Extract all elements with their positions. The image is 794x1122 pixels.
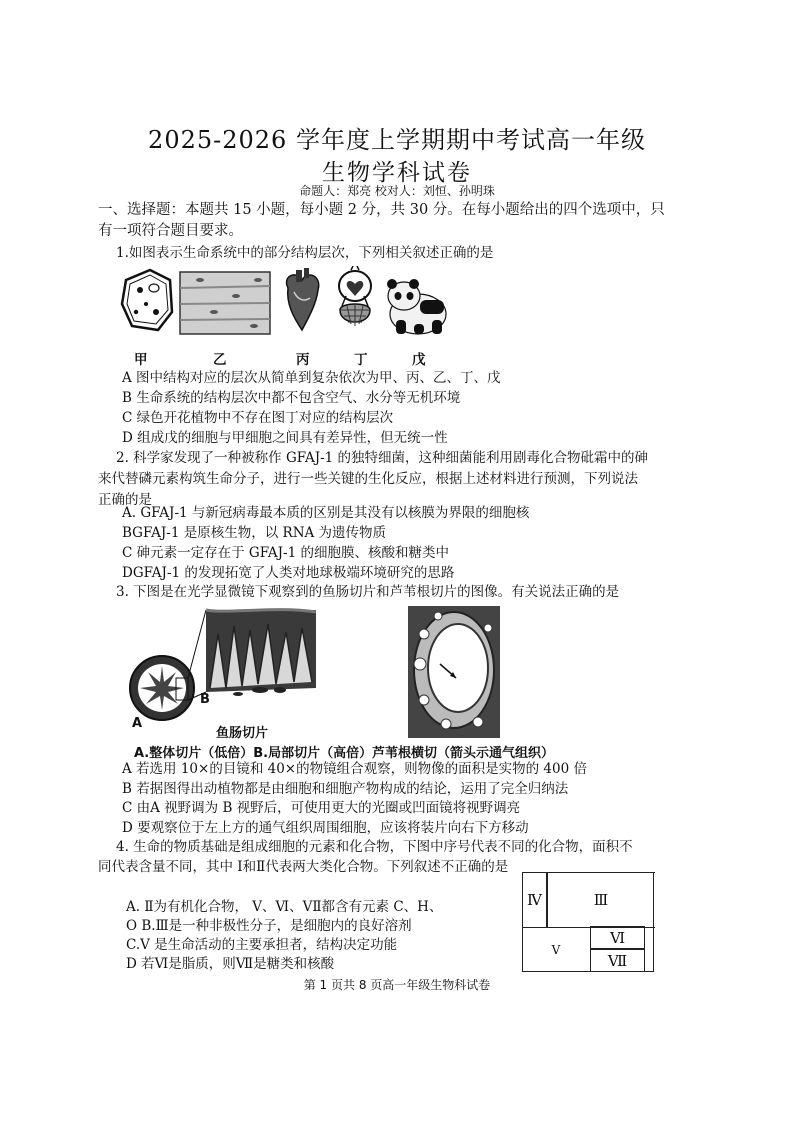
compound-iv-cell: Ⅳ — [522, 872, 548, 928]
q3-stem: 3. 下图是在光学显微镜下观察到的鱼肠切片和芦苇根切片的图像。有关说法正确的是 — [116, 584, 620, 600]
q1-option-b: B 生命系统的结构层次中都不包含空气、水分等无机环境 — [122, 390, 461, 406]
exam-authors: 命题人：郑亮 校对人：刘恒、孙明珠 — [299, 184, 495, 198]
page-footer: 第 1 页共 8 页高一年级生物科试卷 — [303, 978, 491, 992]
q1-figure — [118, 266, 454, 338]
q1-stem: 1.如图表示生命系统中的部分结构层次，下列相关叙述正确的是 — [116, 245, 494, 261]
q3-caption-right: 芦苇根横切（箭头示通气组织） — [372, 746, 555, 761]
exam-title: 2025-2026 学年度上学期期中考试高一年级 — [148, 126, 646, 154]
fish-intestine-low-power-image — [130, 610, 206, 720]
q2-stem-line2: 来代替磷元素构筑生命分子，进行一些关键的生化反应，根据上述材料进行预测，下列说法 — [98, 471, 638, 487]
compound-iii-cell: Ⅲ — [546, 872, 655, 928]
q1-option-d: D 组成戊的细胞与甲细胞之间具有差异性，但无统一性 — [122, 430, 448, 446]
q2-option-b: BGFAJ-1 是原核生物，以 RNA 为遗传物质 — [122, 525, 387, 541]
q1-label-jia: 甲 — [134, 352, 148, 368]
q3-fig-label-b: B — [200, 692, 210, 707]
q1-label-wu: 戊 — [412, 352, 426, 368]
q4-compound-area-diagram — [522, 872, 654, 972]
q3-figure — [126, 604, 502, 740]
muscle-tissue-image — [180, 272, 270, 334]
q3-option-c: C 由A 视野调为 B 视野后，可使用更大的光圈或凹面镜将视野调亮 — [122, 800, 521, 816]
q3-fig-label-a: A — [132, 716, 143, 731]
q4-option-c: C.Ⅴ 是生命活动的主要承担者，结构决定功能 — [126, 937, 398, 953]
q3-fish-caption: 鱼肠切片 — [216, 726, 269, 741]
q2-option-d: DGFAJ-1 的发现拓宽了人类对地球极端环境研究的思路 — [122, 565, 455, 581]
compound-vi-cell: Ⅵ — [590, 926, 645, 950]
q1-label-bing: 丙 — [296, 352, 310, 368]
q4-option-b: O B.Ⅲ是一种非极性分子，是细胞内的良好溶剂 — [126, 918, 412, 934]
q4-stem-line1: 4. 生命的物质基础是组成细胞的元素和化合物，下图中序号代表不同的化合物，面积不 — [116, 839, 633, 855]
compound-v-cell: Ⅴ — [551, 942, 561, 957]
q2-option-a: A. GFAJ-1 与新冠病毒最本质的区别是其没有以核膜为界限的细胞核 — [122, 505, 530, 521]
q2-stem-line3: 正确的是 — [98, 492, 152, 508]
exam-subtitle: 生物学科试卷 — [322, 160, 472, 186]
compound-vii-cell: Ⅶ — [590, 948, 645, 972]
q2-option-c: C 砷元素一定存在于 GFAJ-1 的细胞膜、核酸和糖类中 — [122, 545, 449, 561]
panda-image — [387, 279, 446, 334]
fish-intestine-high-power-image — [206, 610, 316, 696]
q1-label-yi: 乙 — [213, 352, 227, 368]
section-heading-line1: 一、选择题：本题共 15 小题，每小题 2 分，共 30 分。在每小题给出的四个选项中，只 — [98, 202, 665, 218]
q3-caption-left: A.整体切片（低倍）B.局部切片（高倍） — [134, 746, 373, 761]
q3-option-a: A 若选用 10×的目镜和 40×的物镜组合观察，则物像的面积是实物的 400 倍 — [122, 761, 587, 777]
q4-option-d: D 若Ⅵ是脂质，则Ⅶ是糖类和核酸 — [126, 956, 335, 972]
q3-option-b: B 若据图得出动植物都是由细胞和细胞产物构成的结论，运用了完全归纳法 — [122, 781, 569, 797]
q4-option-a: A. Ⅱ为有机化合物， Ⅴ、Ⅵ、ⅤⅡ都含有元素 C、H、 — [126, 899, 443, 915]
q2-stem-line1: 2. 科学家发现了一种被称作 GFAJ-1 的独特细菌，这种细菌能利用剧毒化合物砒霜中的砷 — [116, 450, 649, 466]
q1-option-c: C 绿色开花植物中不存在图丁对应的结构层次 — [122, 410, 394, 426]
heart-image — [287, 268, 319, 330]
circulatory-system-image — [339, 266, 371, 326]
q3-option-d: D 要观察位于左上方的通气组织周围细胞，应该将装片向右下方移动 — [122, 820, 529, 836]
q1-label-ding: 丁 — [354, 352, 368, 368]
section-heading-line2: 有一项符合题目要求。 — [98, 223, 243, 239]
q1-option-a: A 图中结构对应的层次从简单到复杂依次为甲、丙、乙、丁、戊 — [122, 370, 501, 386]
plant-cell-image — [122, 270, 172, 330]
reed-root-cross-section-image — [408, 606, 500, 738]
q4-stem-line2: 同代表含量不同，其中 Ⅰ和Ⅱ代表两大类化合物。下列叙述不正确的是 — [98, 859, 509, 875]
